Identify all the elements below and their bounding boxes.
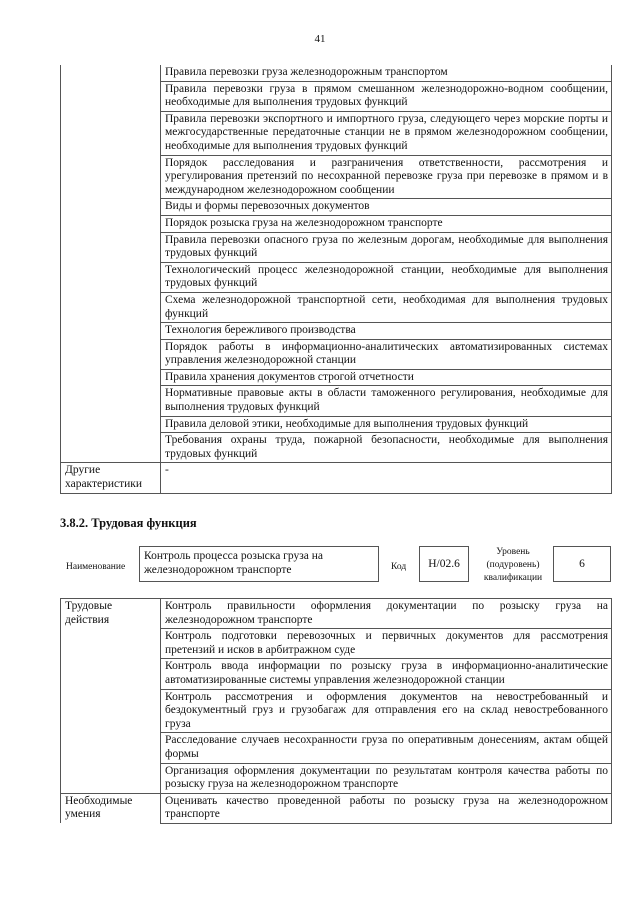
table-label-cell <box>61 763 161 793</box>
code-label: Код <box>391 562 407 572</box>
table-row: Правила перевозки экспортного и импортного груза, следующего через морские порты и межгосударственные передаточные станции не в прямом железнодорожном сообщении, необходимые для выполнения трудовых функций <box>161 111 612 155</box>
function-code: H/02.6 <box>419 546 469 582</box>
table-label-cell <box>61 339 161 369</box>
table-row: Порядок работы в информационно-аналитических автоматизированных системах управления железнодорожной станции <box>161 339 612 369</box>
table-label-cell <box>61 155 161 199</box>
table-label-cell <box>61 416 161 433</box>
table-label-cell <box>61 386 161 416</box>
actions-label: Трудовые действия <box>61 599 161 629</box>
table-row: Виды и формы перевозочных документов <box>161 199 612 216</box>
table-label-cell <box>61 323 161 340</box>
knowledge-table <box>60 65 612 494</box>
table-row: Порядок расследования и разграничения ответственности, рассмотрения и урегулирования претензий по несохранной перевозке груза при перевозке в прямом и в международном железнодорожном сообщении <box>161 155 612 199</box>
table-row: Контроль рассмотрения и оформления документов на невостребованный и бездокументный груз и грузобагаж для отправления его на склад невостребованного груза <box>161 689 612 733</box>
other-characteristics-label: Другие характеристики <box>61 463 161 493</box>
table-row: Оценивать качество проведенной работы по розыску груза на железнодорожном транспорте <box>161 793 612 823</box>
table-row: Организация оформления документации по результатам контроля качества работы по розыску груза на железнодорожном транспорте <box>161 763 612 793</box>
table-row: Требования охраны труда, пожарной безопасности, необходимые для выполнения трудовых функций <box>161 433 612 463</box>
table-row: Правила хранения документов строгой отчетности <box>161 369 612 386</box>
qualification-level: 6 <box>553 546 611 582</box>
table-row: Технологический процесс железнодорожной станции, необходимые для выполнения трудовых функций <box>161 262 612 292</box>
skills-label: Необходимые умения <box>61 793 161 823</box>
table-row: Правила перевозки опасного груза по железным дорогам, необходимые для выполнения трудовых функций <box>161 232 612 262</box>
table-row: Расследование случаев несохранности груза по оперативным донесениям, актам общей формы <box>161 733 612 763</box>
table-row: Схема железнодорожной транспортной сети, необходимая для выполнения трудовых функций <box>161 292 612 322</box>
table-row: Правила перевозки груза железнодорожным транспортом <box>161 65 612 81</box>
table-label-cell <box>61 369 161 386</box>
function-details-table <box>60 598 612 824</box>
table-label-cell <box>61 81 161 111</box>
table-row: Контроль ввода информации по розыску груза в информационно-аналитические автоматизированные системы управления железнодорожной станции <box>161 659 612 689</box>
table-label-cell <box>61 199 161 216</box>
table-row: Правила перевозки груза в прямом смешанном железнодорожно-водном сообщении, необходимые для выполнения трудовых функций <box>161 81 612 111</box>
table-row: Нормативные правовые акты в области таможенного регулирования, необходимые для выполнения трудовых функций <box>161 386 612 416</box>
table-label-cell <box>61 629 161 659</box>
table-label-cell <box>61 433 161 463</box>
table-label-cell <box>61 733 161 763</box>
table-row: Технология бережливого производства <box>161 323 612 340</box>
table-label-cell <box>61 232 161 262</box>
function-header <box>60 546 612 588</box>
table-label-cell <box>61 689 161 733</box>
name-label: Наименование <box>66 562 126 572</box>
table-row: Порядок розыска груза на железнодорожном транспорте <box>161 215 612 232</box>
section-heading: 3.8.2. Трудовая функция <box>60 516 197 530</box>
page-number: 41 <box>314 33 326 45</box>
level-label: Уровень (подуровень) квалификации <box>483 547 543 583</box>
table-label-cell <box>61 111 161 155</box>
table-label-cell <box>61 292 161 322</box>
table-row: Контроль подготовки перевозочных и первичных документов для рассмотрения претензий и исков в арбитражном суде <box>161 629 612 659</box>
table-label-cell <box>61 65 161 81</box>
function-name: Контроль процесса розыска груза на железнодорожном транспорте <box>139 546 379 582</box>
other-characteristics-value: - <box>161 463 612 493</box>
table-label-cell <box>61 262 161 292</box>
table-row: Правила деловой этики, необходимые для выполнения трудовых функций <box>161 416 612 433</box>
table-label-cell <box>61 659 161 689</box>
table-label-cell <box>61 215 161 232</box>
table-row: Контроль правильности оформления документации по розыску груза на железнодорожном транспорте <box>161 599 612 629</box>
